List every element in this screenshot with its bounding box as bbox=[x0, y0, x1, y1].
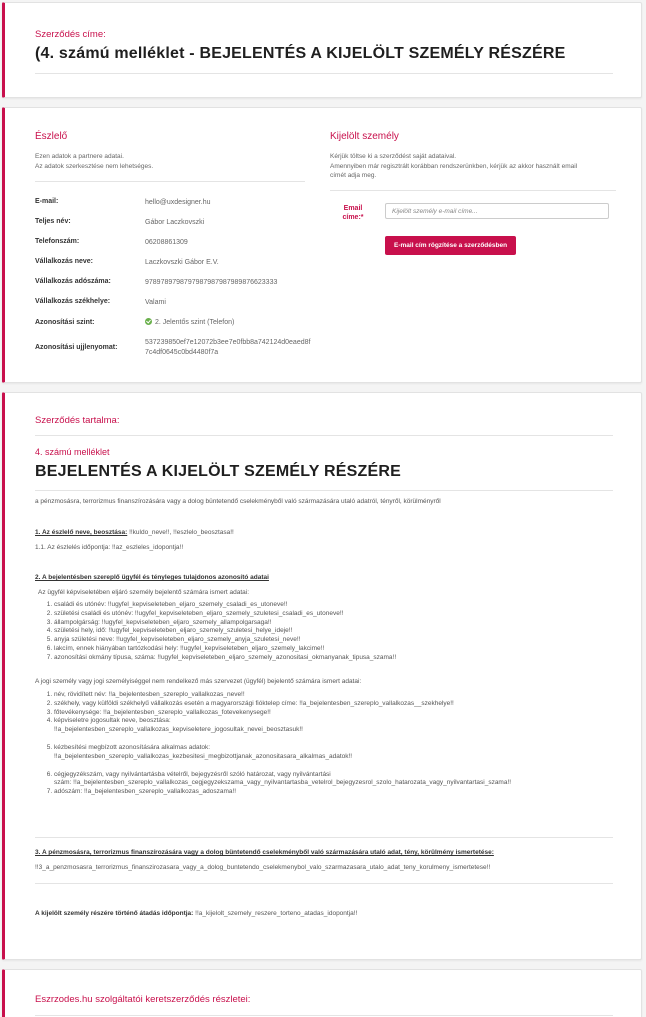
company-name-label: Vállalkozás neve: bbox=[35, 258, 93, 265]
contract-title: (4. számú melléklet - BEJELENTÉS A KIJELÖLT SZEMÉLY RÉSZÉRE bbox=[35, 45, 566, 62]
headquarters-label: Vállalkozás székhelye: bbox=[35, 298, 111, 305]
email-row-value: hello@uxdesigner.hu bbox=[145, 199, 211, 206]
natural-person-item: 7. azonosítási okmány típusa, száma: !!ugyfel_kepviseleteben_eljaro_szemely_azonositasi_okmanyanak_tipusa_szama!! bbox=[54, 654, 396, 663]
fingerprint-label: Azonosítási ujjlenyomat: bbox=[35, 344, 118, 351]
company-name-value: Laczkovszki Gábor E.V. bbox=[145, 259, 219, 266]
divider bbox=[35, 181, 305, 182]
contract-title-card bbox=[2, 2, 642, 98]
section-3-value: !!3_a_penzmosasra_terrorizmus_finanszirozasara_vagy_a_dolog_buntetendo_cselekmenybol_valo_szarmazasara_utalo_adat_teny_korulmeny_ismertetese!! bbox=[35, 864, 491, 871]
handover-row bbox=[35, 909, 357, 918]
designated-heading: Kijelölt személy bbox=[330, 131, 399, 142]
tax-number-label: Vállalkozás adószáma: bbox=[35, 278, 111, 285]
natural-person-item: 1. családi és utónév: !!ugyfel_kepviseleteben_eljaro_szemely_csaladi_es_utoneve!! bbox=[54, 601, 396, 610]
parties-card bbox=[2, 107, 642, 383]
service-agreement-card bbox=[2, 969, 642, 1017]
section-2-heading: 2. A bejelentésben szereplő ügyfél és tényleges tulajdonos azonosító adatai bbox=[35, 574, 269, 581]
legal-entity-item: 4. képviseletre jogosultak neve, beosztása: !!a_bejelentesben_szereplo_vallalkozas_kepviseletere_jogosultak_nevei_beosztasuk!! bbox=[54, 717, 511, 735]
section-3-heading: 3. A pénzmosásra, terrorizmus finanszírozására vagy a dolog büntetendő cselekményből való származására utaló adat, tény, körülmény ismertetése: bbox=[35, 849, 494, 856]
divider bbox=[35, 73, 613, 74]
phone-value: 06208861309 bbox=[145, 239, 188, 246]
check-circle-icon bbox=[145, 318, 152, 325]
section-1-value: !!kuldo_neve!!, !!eszlelo_beosztasa!! bbox=[129, 529, 234, 536]
handover-label: A kijelölt személy részére történő átadás időpontja: bbox=[35, 910, 194, 917]
reporter-note: Ezen adatok a partnere adatai. Az adatok szerkesztése nem lehetséges. bbox=[35, 153, 154, 170]
contract-title-label: Szerződés címe: bbox=[35, 29, 106, 40]
contract-content-card bbox=[2, 392, 642, 960]
handover-value: !!a_kijelolt_szemely_reszere_torteno_atadas_idopontja!! bbox=[193, 910, 358, 917]
id-level-value: 2. Jelentős szint (Telefon) bbox=[145, 318, 234, 328]
divider bbox=[35, 837, 613, 838]
content-label: Szerződés tartalma: bbox=[35, 415, 120, 426]
phone-label: Telefonszám: bbox=[35, 238, 80, 245]
natural-person-item: 2. születési családi és utónév: !!ugyfel_kepviseleteben_eljaro_szemely_szuletesi_csaladi_es_utoneve!! bbox=[54, 610, 396, 619]
legal-entity-item: 2. székhely, vagy külföldi székhelyű vállalkozás esetén a magyarországi fióktelep címe: !!a_bejelentesben_szereplo_vallalkozas__szekhelye!! bbox=[54, 700, 511, 709]
natural-person-intro: Az ügyfél képviseletében eljáró személy bejelentő számára ismert adatai: bbox=[38, 589, 249, 596]
designated-email-input[interactable] bbox=[385, 203, 609, 219]
document-title: BEJELENTÉS A KIJELÖLT SZEMÉLY RÉSZÉRE bbox=[35, 463, 401, 480]
service-agreement-label: Eszrzodes.hu szolgáltatói keretszerződés részletei: bbox=[35, 994, 251, 1005]
legal-entity-item: 7. adószám: !!a_bejelentesben_szereplo_vallalkozas_adoszama!! bbox=[54, 788, 511, 797]
designated-note: Kérjük töltse ki a szerződést saját adataival. Amennyiben már regisztrált korábban rendszerünkben, kérjük az akkor használt email címét adja meg. bbox=[330, 153, 578, 179]
fingerprint-value: 537239850ef7e12072b3ee7e0fbb8a742124d0eaed8f 7c4df0645c0bd4480f7a bbox=[145, 339, 311, 356]
legal-entity-item: 5. kézbesítési megbízott azonosítására alkalmas adatok: !!a_bejelentesben_szereplo_vallalkozas_kezbesitesi_megbizottjanak_azonositasara_alkalmas_adatok!! bbox=[54, 744, 511, 762]
divider bbox=[35, 883, 613, 884]
natural-person-list bbox=[40, 601, 396, 663]
natural-person-item: 3. állampolgárság: !!ugyfel_kepviseleteben_eljaro_szemely_allampolgarsaga!! bbox=[54, 619, 396, 628]
headquarters-value: Valami bbox=[145, 299, 166, 306]
section-1 bbox=[35, 528, 234, 537]
email-row-label: E-mail: bbox=[35, 198, 59, 205]
legal-entity-intro: A jogi személy vagy jogi személyiséggel nem rendelkező más szervezet (ügyfél) bejelentő számára ismert adatai: bbox=[35, 678, 362, 685]
tax-number-value: 9789789798797987987987989876623333 bbox=[145, 279, 278, 286]
divider bbox=[35, 435, 613, 436]
save-email-button[interactable]: E-mail cím rögzítése a szerződésben bbox=[385, 236, 516, 255]
reporter-heading: Észlelő bbox=[35, 131, 68, 142]
divider bbox=[35, 490, 613, 491]
divider bbox=[330, 190, 616, 191]
full-name-label: Teljes név: bbox=[35, 218, 71, 225]
natural-person-item: 4. születési hely, idő: !!ugyfel_kepviseleteben_eljaro_szemely_szuletesi_helye_ideje!! bbox=[54, 627, 396, 636]
intro-text: a pénzmosásra, terrorizmus finanszírozására vagy a dolog büntetendő cselekményből való származására utaló adatról, tényről, körülményről bbox=[35, 498, 441, 505]
id-level-label: Azonosítási szint: bbox=[35, 319, 95, 326]
natural-person-item: 6. lakcím, ennek hiányában tartózkodási hely: !!ugyfel_kepviseleteben_eljaro_szemely_lakcime!! bbox=[54, 645, 396, 654]
annex-label: 4. számú melléklet bbox=[35, 447, 110, 457]
full-name-value: Gábor Laczkovszki bbox=[145, 219, 205, 226]
divider bbox=[35, 1015, 613, 1016]
section-1-heading: 1. Az észlelő neve, beosztása: bbox=[35, 529, 128, 536]
legal-entity-list bbox=[40, 691, 511, 797]
legal-entity-item: 3. főtevékenysége: !!a_bejelentesben_szereplo_vallalkozas_fotevekenysege!! bbox=[54, 709, 511, 718]
designated-email-label: Email címe:* bbox=[342, 205, 364, 221]
legal-entity-item: 6. cégjegyzékszám, vagy nyilvántartásba vételről, bejegyzésről szóló határozat, vagy nyilvántartási szám: !!a_bejelentesben_szereplo_vallalkozas_cegjegyzekszama_vagy_nyilvantartasba_vetelrol_bejegyzesrol_szolo_hatarozata_vagy_nyilvantartasi_szama!! bbox=[54, 771, 511, 789]
section-1-1: 1.1. Az észlelés időpontja: !!az_eszleles_idopontja!! bbox=[35, 544, 184, 551]
natural-person-item: 5. anyja születési neve: !!ugyfel_kepviseleteben_eljaro_szemely_anyja_szuletesi_neve!! bbox=[54, 636, 396, 645]
legal-entity-item: 1. név, rövidített név: !!a_bejelentesben_szereplo_vallalkozas_neve!! bbox=[54, 691, 511, 700]
